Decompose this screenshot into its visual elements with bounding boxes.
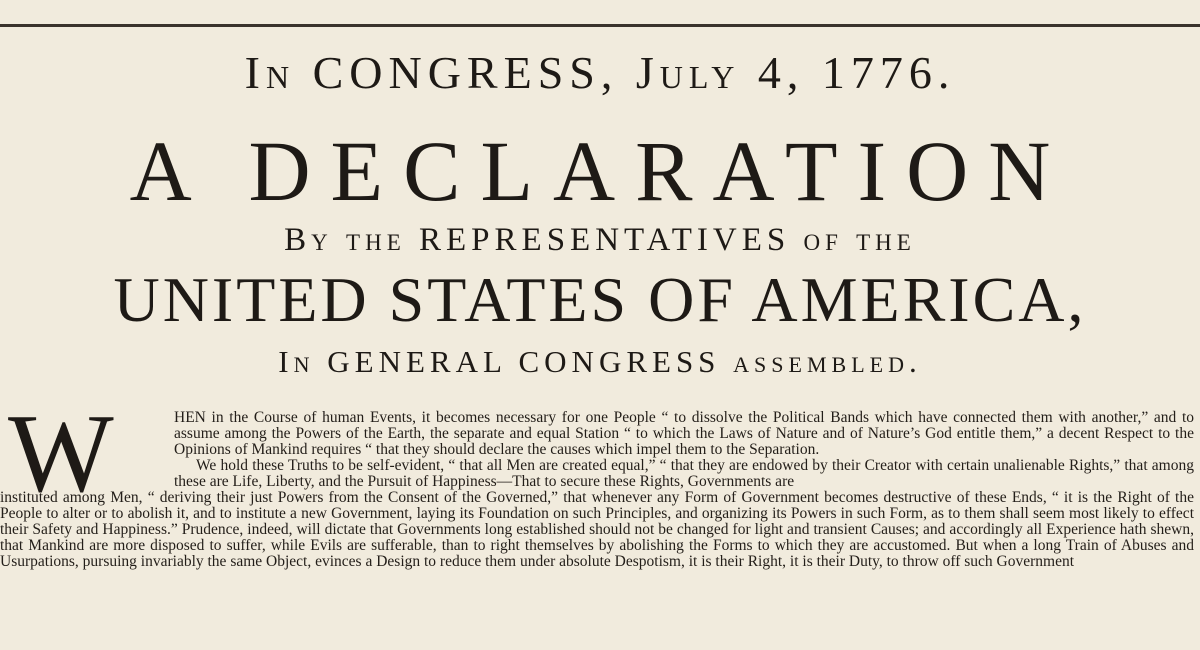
paragraph-2-continued: instituted among Men, “ deriving their just Powers from the Consent of the Governed,” that whenever any Form of Government becomes destructive of these Ends, “ it is the Right of the People to alter or to abolish it, and to institute a new Government, laying its Foundation on such Principles, and organizing its Powers in such Form, as to them shall seem most likely to effect their Safety and Happiness.” Prudence, indeed, will dictate that Governments long established should not be changed for light and transient Causes; and accordingly all Experience hath shewn, that Mankind are more disposed to suffer, while Evils are sufferable, than to right themselves by abolishing the Forms to which they are accustomed. But when a long Train of Abuses and Usurpations, pursuing invariably the same Object, evinces a Design to reduce them under absolute Despotism, it is their Right, it is their Duty, to throw off such Government — [0, 489, 1194, 570]
paragraph-1: HEN in the Course of human Events, it becomes necessary for one People “ to dissolve the Political Bands which have connected them with another,” and to assume among the Powers of the Earth, the separate and equal Station “ to which the Laws of Nature and of Nature’s God entitle them,” a decent Respect to the Opinions of Mankind requires “ that they should declare the causes which impel them to the Separation. — [174, 409, 1194, 458]
declaration-body — [0, 410, 1194, 570]
top-rule — [0, 24, 1200, 27]
header-byline: By the REPRESENTATIVES of the — [284, 222, 916, 258]
drop-cap: W — [8, 392, 114, 516]
header-date-line: In CONGRESS, July 4, 1776. — [244, 47, 956, 98]
header-nation: UNITED STATES OF AMERICA, — [113, 264, 1087, 335]
document-title: A DECLARATION — [129, 123, 1071, 219]
bottom-edge-fade — [0, 642, 1200, 650]
header-assembly: In GENERAL CONGRESS assembled. — [278, 344, 922, 379]
paragraph-2-opening: We hold these Truths to be self-evident, “ that all Men are created equal,” “ that they are endowed by their Creator with certain unalienable Rights,” that among these are Life, Liberty, and the Pursuit of Happiness—That to secure these Rights, Governments are — [174, 457, 1194, 490]
